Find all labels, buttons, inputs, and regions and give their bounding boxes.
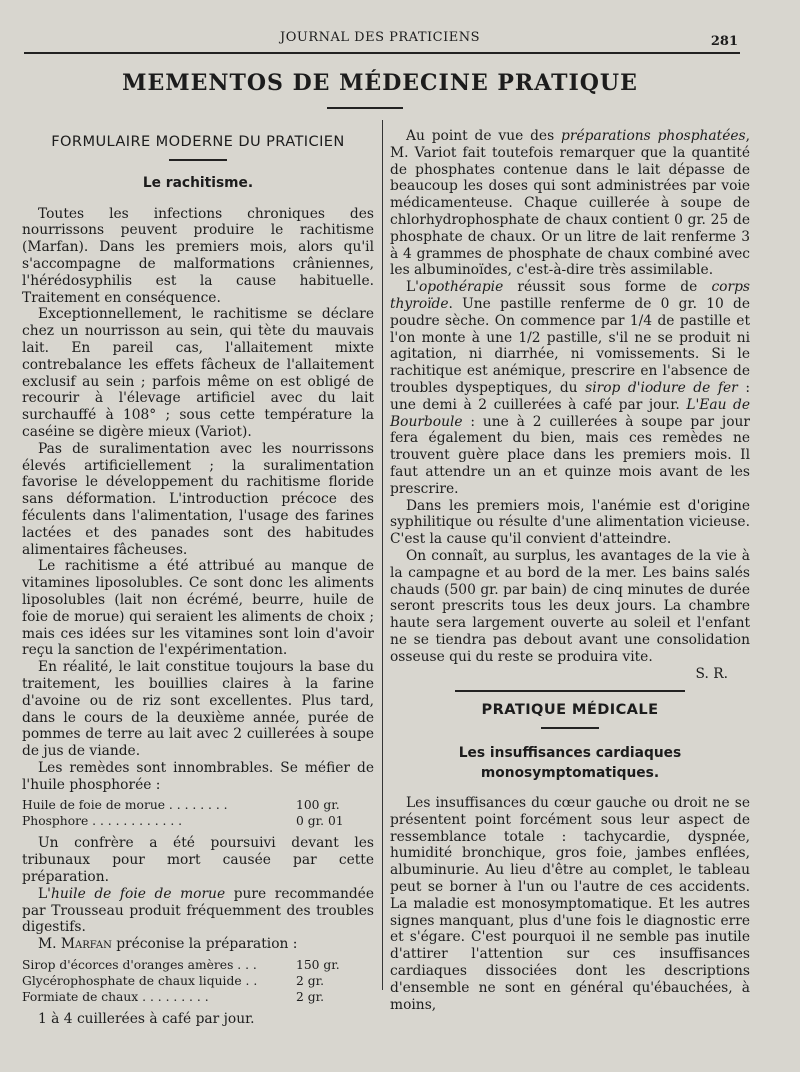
section-rule	[455, 690, 685, 692]
section-rule	[169, 159, 227, 161]
left-column	[22, 128, 374, 1028]
recipe-item: Formiate de chaux . . . . . . . . .	[22, 990, 209, 1005]
recipe-row	[22, 797, 374, 813]
recipe-quantity: 100 gr.	[296, 798, 340, 813]
paragraph: L'opothérapie réussit sous forme de corps thyroïde. Une pastille renferme de 0 gr. 10 de poudre sèche. On commence par 1/4 de pastille et l'on monte à une 1/2 pastille, s'il ne se produit ni agitation, ni diarrhée, ni vomissements. Si le rachitique est anémique, prescrire en l'absence de troubles dyspeptiques, du sirop d'iodure de fer : une demi à 2 cuillerées à café par jour. L'Eau de Bourboule : une à 2 cuillerées à soupe par jour fera également du bien, mais ces remèdes ne trouvent guère place dans les premiers mois. Il faut attendre un an et quinze mois avant de les prescrire.	[390, 279, 750, 497]
header-rule	[24, 52, 740, 54]
section-title-pratique: PRATIQUE MÉDICALE	[481, 701, 659, 719]
paragraph: Toutes les infections chroniques des nourrissons peuvent produire le rachitisme (Marfan). Dans les premiers mois, alors qu'il s'accompagne de malformations crâniennes, l'hérédosyphilis est la cause habituelle. Traitement en conséquence.	[22, 205, 374, 306]
recipe-row	[22, 813, 374, 829]
recipe-quantity: 150 gr.	[296, 958, 340, 973]
paragraph: Un confrère a été poursuivi devant les tribunaux pour mort causée par cette préparation.	[22, 835, 374, 886]
recipe-row	[22, 989, 374, 1005]
paragraph: En réalité, le lait constitue toujours la base du traitement, les bouillies claires à la farine d'avoine ou de riz sont excellentes. Plus tard, dans le cours de la deuxième année, purée de pommes de terre au lait avec 2 cuillerées à soupe de jus de viande.	[22, 659, 374, 760]
recipe-huile-phosphoree	[22, 797, 374, 829]
paragraph: 1 à 4 cuillerées à café par jour.	[38, 1011, 255, 1028]
paragraph: Le rachitisme a été attribué au manque de vitamines liposolubles. Ce sont donc les aliments liposolubles (lait non écrémé, beurre, huile de foie de morue) qui seraient les aliments de choix ; mais ces idées sur les vitamines sont loin d'avoir reçu la sanction de l'expérimentation.	[22, 558, 374, 659]
recipe-item: Huile de foie de morue . . . . . . . .	[22, 798, 228, 813]
recipe-row	[22, 973, 374, 989]
paragraph: On connaît, au surplus, les avantages de la vie à la campagne et au bord de la mer. Les bains salés chauds (500 gr. par bain) de cinq minutes de durée seront prescrits tous les deux jours. La chambre haute sera largement ouverte au soleil et l'enfant ne se tiendra pas debout avant une consolidation osseuse qui du reste se produira vite.	[390, 547, 750, 665]
article-subhead-insuffisances: Les insuffisances cardiaques monosymptomatiques.	[458, 745, 682, 782]
paragraph: L'huile de foie de morue pure recommandée par Trousseau produit fréquemment des troubles digestifs.	[22, 885, 374, 936]
paragraph: Dans les premiers mois, l'anémie est d'origine syphilitique ou résulte d'une alimentation vicieuse. C'est la cause qu'il convient d'atteindre.	[390, 497, 750, 548]
recipe-quantity: 2 gr.	[296, 990, 325, 1005]
page-title: MEMENTOS DE MÉDECINE PRATIQUE	[122, 70, 638, 96]
paragraph: Les insuffisances du cœur gauche ou droit ne se présentent point forcément sous leur aspect de ressemblance totale : tachycardie, dyspnée, humidité bronchique, gros foie, jambes enflées, albuminurie. Au lieu d'être au complet, le tableau peut se borner à l'un ou l'autre de ces accidents. La maladie est monosymptomatique. Et les autres signes manquant, plus d'une fois le diagnostic erre et s'égare. C'est pourquoi il ne semble pas inutile d'attirer l'attention sur ces insuffisances cardiaques dissociées dont les descriptions d'ensemble ne sont en général qu'ébauchées, à moins,	[390, 795, 750, 1013]
paragraph: M. Marfan préconise la préparation :	[38, 936, 298, 953]
paragraph: Au point de vue des préparations phosphatées, M. Variot fait toutefois remarquer que la quantité de phosphates contenue dans le lait dépasse de beaucoup les doses qui sont administrées par voie médicamenteuse. Chaque cuillerée à soupe de chlorhydrophosphate de chaux contient 0 gr. 25 de phosphate de chaux. Or un litre de lait renferme 3 à 4 grammes de phosphate de chaux combiné avec les albuminoïdes, c'est-à-dire très assimilable.	[390, 128, 750, 279]
section-rule	[541, 727, 599, 729]
recipe-quantity: 0 gr. 01	[296, 814, 344, 829]
paragraph: Les remèdes sont innombrables. Se méfier de l'huile phosphorée :	[22, 759, 374, 793]
recipe-quantity: 2 gr.	[296, 974, 325, 989]
title-rule	[327, 107, 403, 109]
recipe-item: Phosphore . . . . . . . . . . . .	[22, 814, 183, 829]
recipe-item: Glycérophosphate de chaux liquide . .	[22, 974, 258, 989]
paragraph: Pas de suralimentation avec les nourrissons élevés artificiellement ; la suralimentation favorise le développement du rachitisme floride sans déformation. L'introduction précoce des féculents dans l'alimentation, l'usage des farines lactées et des panades sont des habitudes alimentaires fâcheuses.	[22, 440, 374, 558]
running-head: JOURNAL DES PRATICIENS	[280, 30, 480, 45]
recipe-item: Sirop d'écorces d'oranges amères . . .	[22, 958, 257, 973]
recipe-row	[22, 957, 374, 973]
page-number: 281	[710, 34, 738, 49]
recipe-marfan	[22, 957, 374, 1005]
paragraph: Exceptionnellement, le rachitisme se déclare chez un nourrisson au sein, qui tète du mauvais lait. En pareil cas, l'allaitement mixte contrebalance les effets fâcheux de l'allaitement exclusif au sein ; parfois même on est obligé de recourir à l'élevage artificiel avec du lait surchauffé à 108° ; sous cette température la caséine se digère mieux (Variot).	[22, 306, 374, 440]
right-column	[390, 128, 750, 1013]
column-divider	[382, 120, 383, 990]
author-signature: S. R.	[695, 665, 728, 682]
article-subhead-rachitisme: Le rachitisme.	[142, 174, 254, 191]
section-title-formulaire: FORMULAIRE MODERNE DU PRATICIEN	[51, 133, 345, 150]
